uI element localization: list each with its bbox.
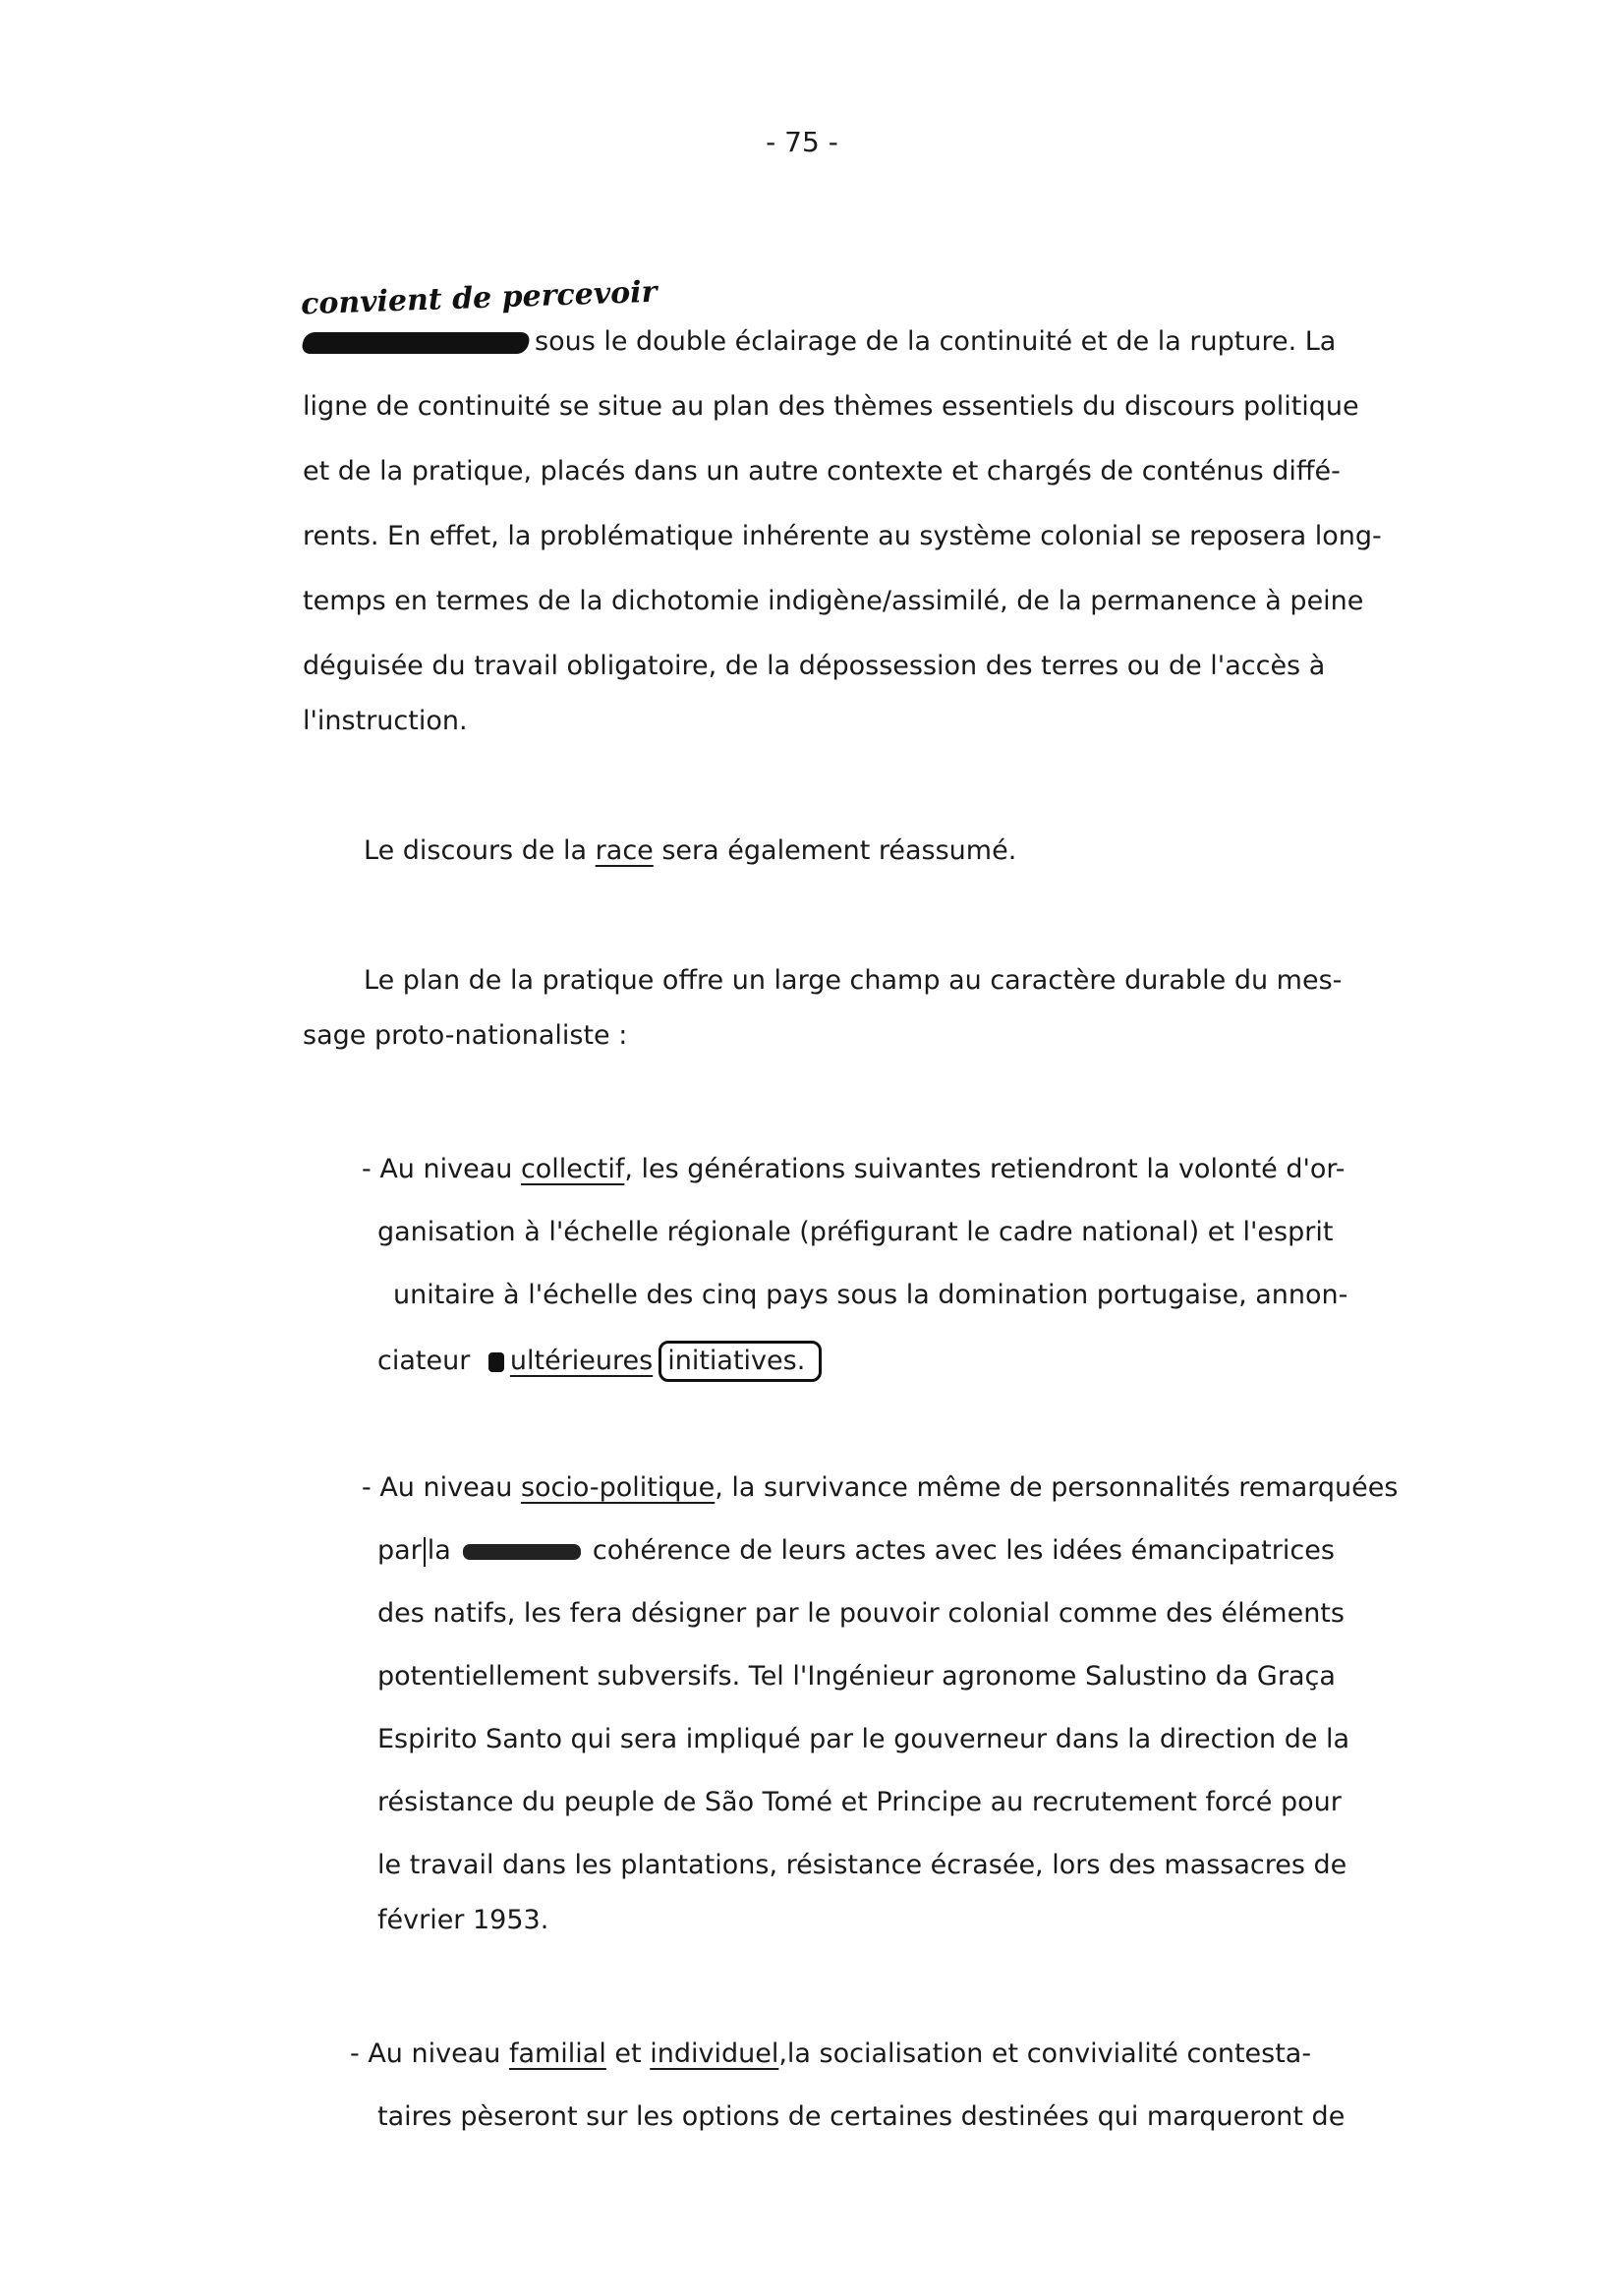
paragraph-1-line-5: temps en termes de la dichotomie indigène/assimilé, de la permanence à peine xyxy=(303,586,1364,616)
bullet-1-line-1 xyxy=(362,1152,1346,1187)
underlined-word: individuel xyxy=(650,2038,779,2069)
paragraph-1-line-6: déguisée du travail obligatoire, de la dépossession des terres ou de l'accès à xyxy=(303,651,1326,681)
text: - Au niveau xyxy=(362,1154,521,1184)
text: et xyxy=(605,2038,651,2069)
underlined-word: ultérieures xyxy=(509,1346,654,1376)
bullet-2-line-2 xyxy=(377,1533,1335,1569)
bullet-2-line-1 xyxy=(362,1470,1398,1506)
text: sous le double éclairage de la continuité et de la rupture. La xyxy=(535,326,1337,357)
text: Le discours de la xyxy=(364,835,596,866)
text: ,la socialisation et convivialité contesta- xyxy=(778,2038,1312,2069)
paragraph-1-line-7: l'instruction. xyxy=(303,706,468,736)
text: cohérence de leurs actes avec les idées émancipatrices xyxy=(592,1535,1335,1566)
text: - Au niveau xyxy=(350,2038,509,2069)
bullet-1-line-2: ganisation à l'échelle régionale (préfigurant le cadre national) et l'esprit xyxy=(377,1217,1334,1247)
bullet-1-line-3: unitaire à l'échelle des cinq pays sous la domination portugaise, annon- xyxy=(393,1280,1348,1310)
text: sera également réassumé. xyxy=(653,835,1017,866)
underlined-word: socio-politique xyxy=(520,1472,716,1503)
underlined-word: race xyxy=(595,835,654,866)
bullet-1-line-4 xyxy=(377,1341,822,1382)
text: , la survivance même de personnalités remarquées xyxy=(715,1472,1399,1503)
bullet-3-line-2: taires pèseront sur les options de certaines destinées qui marqueront de xyxy=(377,2101,1346,2132)
bullet-2-line-8: février 1953. xyxy=(377,1905,549,1935)
insertion-mark xyxy=(424,1537,426,1567)
bullet-2-line-4: potentiellement subversifs. Tel l'Ingénieur agronome Salustino da Graça xyxy=(377,1661,1336,1692)
text: , les générations suivantes retiendront la volonté d'or- xyxy=(624,1154,1346,1184)
underlined-word: familial xyxy=(508,2038,606,2069)
paragraph-1-line-1 xyxy=(303,324,1336,360)
ink-blot xyxy=(488,1352,504,1372)
bullet-2-line-7: le travail dans les plantations, résistance écrasée, lors des massacres de xyxy=(377,1850,1347,1880)
paragraph-1-line-2: ligne de continuité se situe au plan des thèmes essentiels du discours politique xyxy=(303,391,1359,422)
handwritten-annotation: convient de percevoir xyxy=(300,274,659,322)
strikethrough-scribble xyxy=(463,1544,581,1560)
bullet-3-line-1 xyxy=(350,2037,1311,2072)
text: - Au niveau xyxy=(362,1472,521,1503)
paragraph-3-line-2: sage proto-nationaliste : xyxy=(303,1020,628,1051)
paragraph-1-line-4: rents. En effet, la problématique inhérente au système colonial se reposera long- xyxy=(303,521,1382,551)
bullet-2-line-6: résistance du peuple de São Tomé et Principe au recrutement forcé pour xyxy=(377,1787,1342,1817)
paragraph-1-line-3: et de la pratique, placés dans un autre contexte et chargés de conténus diffé- xyxy=(303,456,1341,487)
page-number: - 75 - xyxy=(766,126,838,158)
text: la xyxy=(427,1535,451,1566)
text: par xyxy=(377,1535,422,1566)
text: ciateur xyxy=(377,1346,479,1376)
bullet-2-line-3: des natifs, les fera désigner par le pouvoir colonial comme des éléments xyxy=(377,1598,1345,1629)
bullet-2-line-5: Espirito Santo qui sera impliqué par le gouverneur dans la direction de la xyxy=(377,1724,1350,1754)
strikethrough-scribble xyxy=(301,332,532,354)
paragraph-2 xyxy=(364,833,1016,869)
boxed-text: initiatives. xyxy=(659,1341,822,1382)
paragraph-3-line-1: Le plan de la pratique offre un large champ au caractère durable du mes- xyxy=(364,965,1343,996)
underlined-word: collectif xyxy=(520,1154,625,1184)
